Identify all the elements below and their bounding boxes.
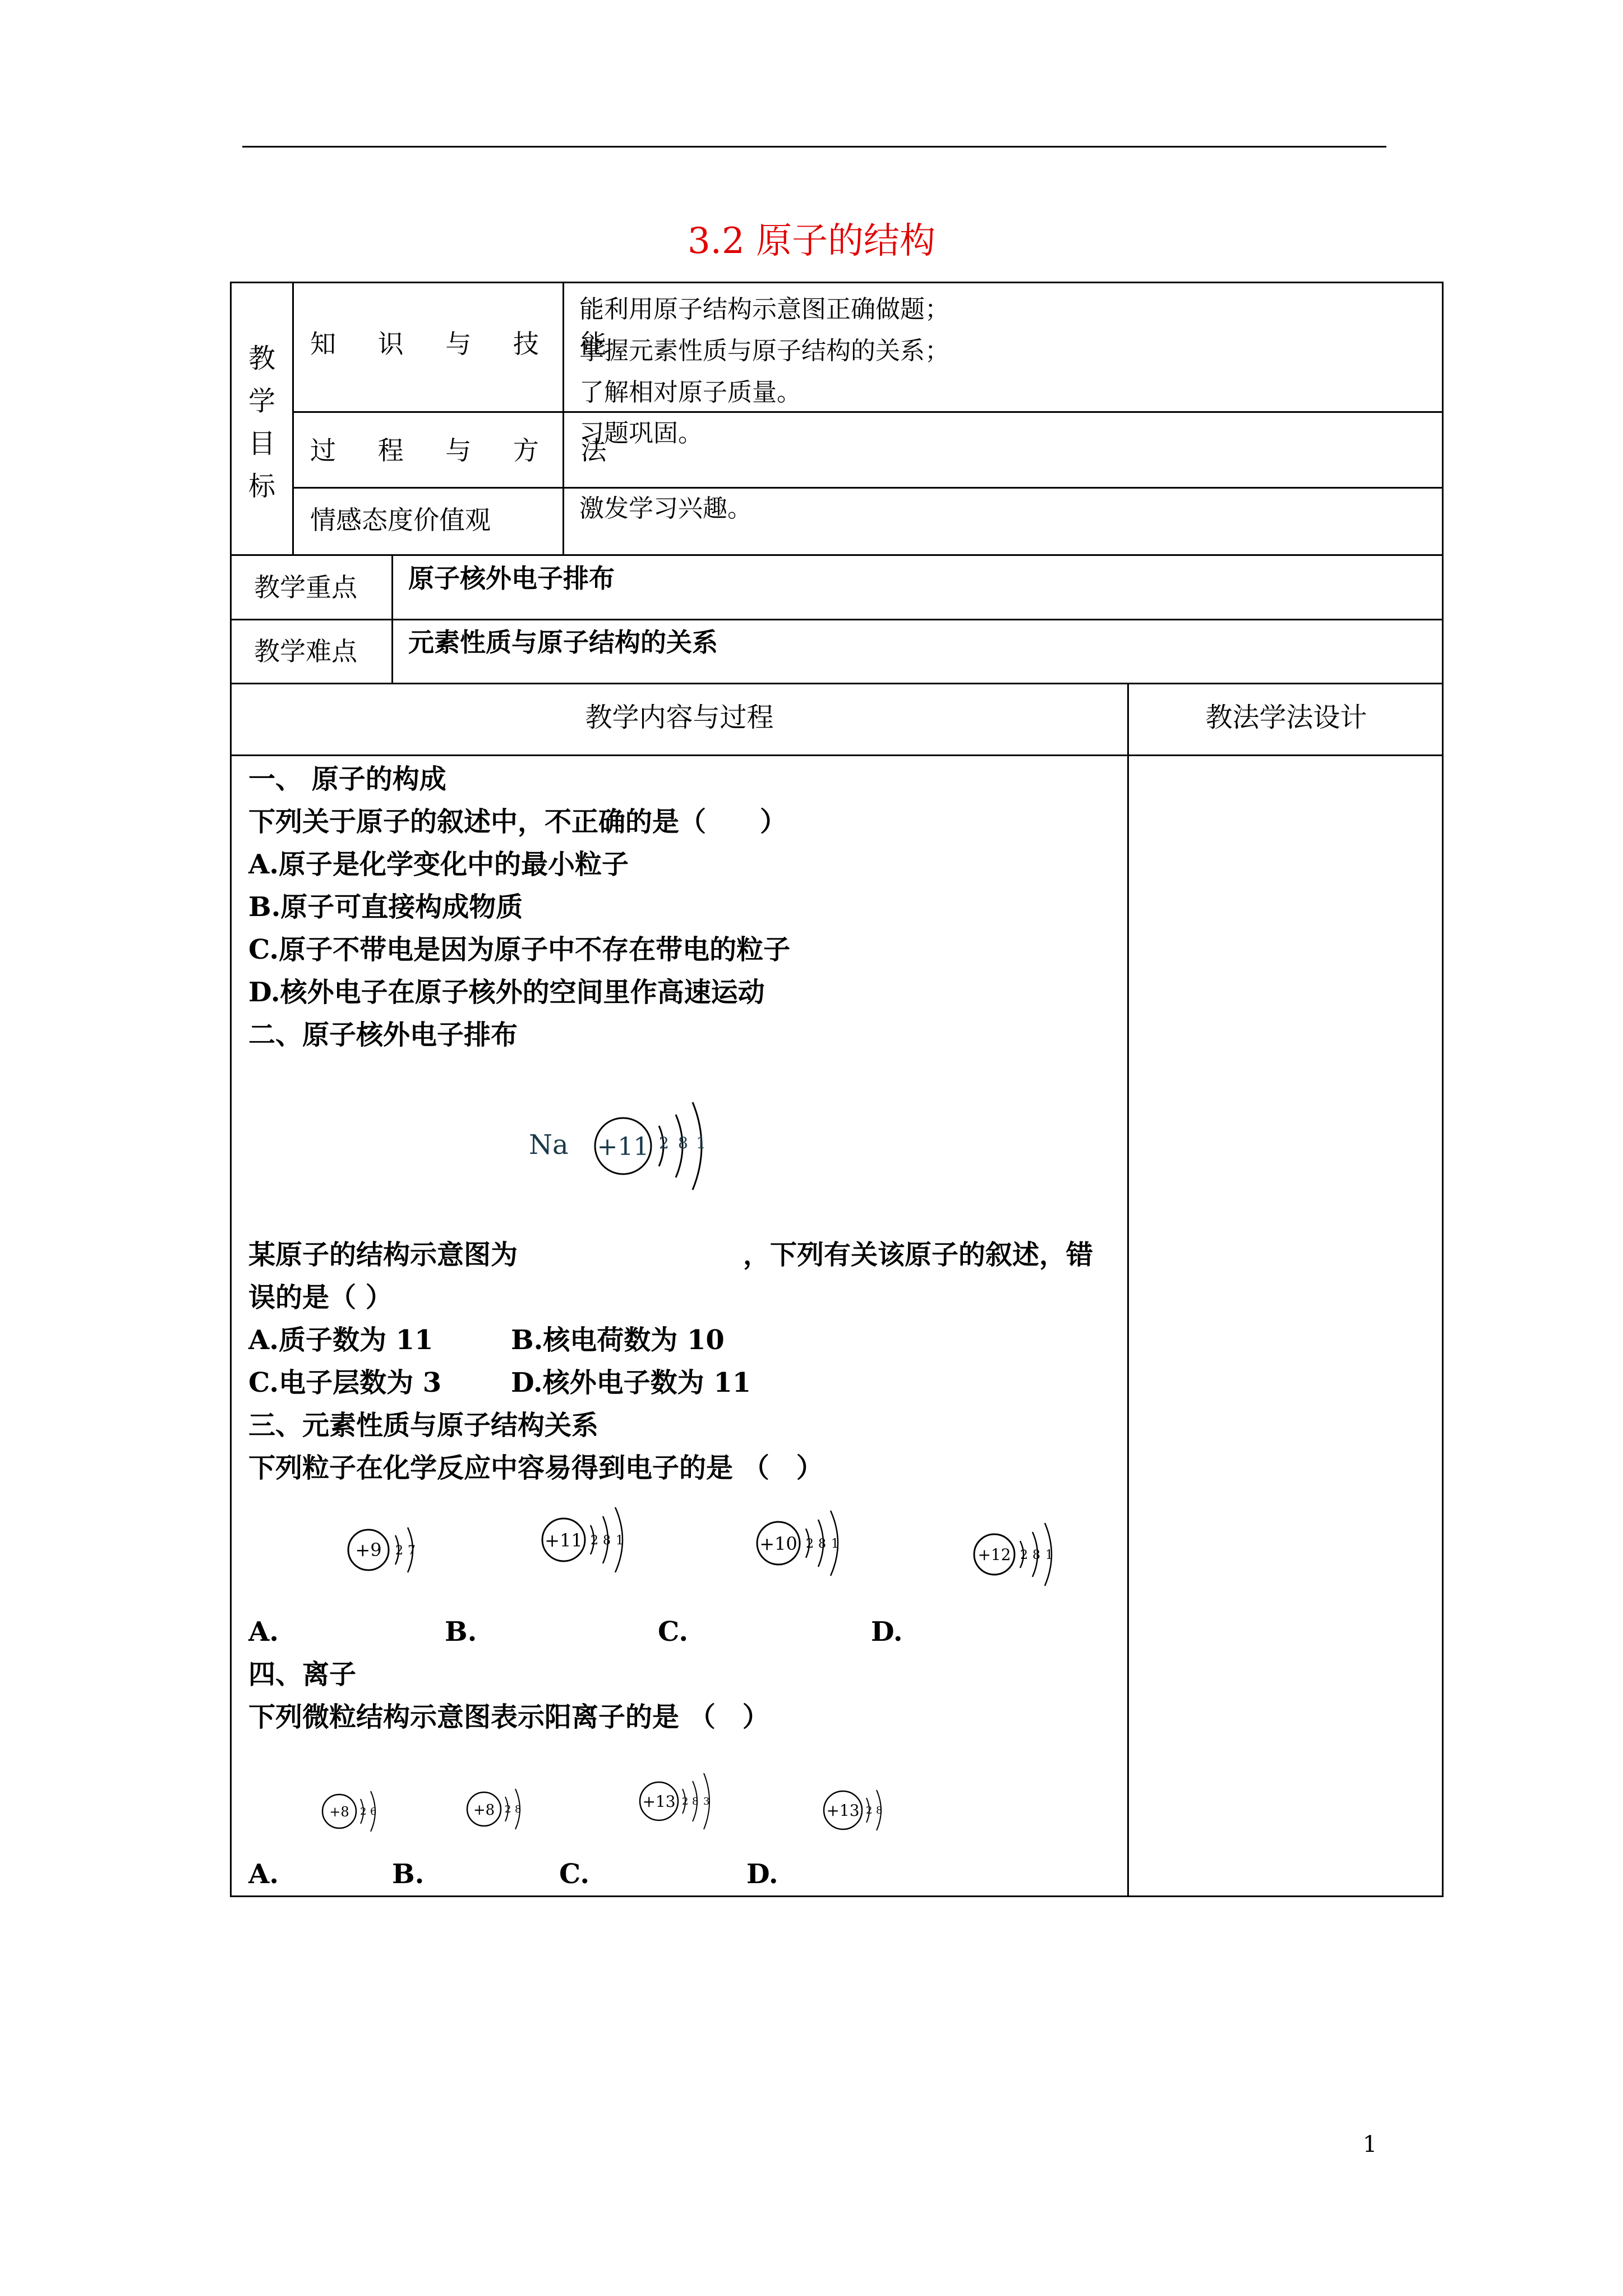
question-3: 下列粒子在化学反应中容易得到电子的是 （ ） xyxy=(248,1452,823,1484)
section-3-heading: 三、元素性质与原子结构关系 xyxy=(248,1410,599,1441)
section-2-heading: 二、原子核外电子排布 xyxy=(248,1019,518,1051)
nucleus-charge: +13 xyxy=(826,1801,860,1820)
objective-name-3: 情感态度价值观 xyxy=(310,505,491,535)
shell-count: 8 xyxy=(876,1805,883,1816)
nucleus-charge: +8 xyxy=(473,1802,495,1819)
rule-h2 xyxy=(292,487,1444,489)
objective-item: 了解相对原子质量。 xyxy=(579,378,801,407)
question-4-label-a: A. xyxy=(248,1858,279,1890)
page-title: 3.2 原子的结构 xyxy=(687,220,936,262)
shell-count: 1 xyxy=(696,1134,706,1152)
shell-count: 8 xyxy=(515,1803,522,1815)
shell-count: 2 xyxy=(360,1806,367,1818)
rule-h3 xyxy=(232,554,1444,556)
nucleus-charge: +13 xyxy=(642,1792,676,1811)
question-1: 下列关于原子的叙述中，不正确的是（ ） xyxy=(248,806,787,838)
shell-count: 2 xyxy=(1020,1548,1028,1562)
question-2-option-d: D.核外电子数为 11 xyxy=(511,1367,751,1398)
shell-count: 6 xyxy=(370,1806,377,1818)
page-number: 1 xyxy=(1363,2132,1377,2157)
column-header-content: 教学内容与过程 xyxy=(585,702,774,733)
ion-diagram-d xyxy=(824,1790,882,1830)
shell-count: 8 xyxy=(1032,1548,1040,1562)
nucleus-charge: +12 xyxy=(978,1545,1011,1564)
objective-item: 能利用原子结构示意图正确做题； xyxy=(579,295,949,324)
objectives-label xyxy=(245,337,279,508)
nucleus-charge: +11 xyxy=(545,1530,583,1551)
shell-count: 2 xyxy=(591,1534,598,1548)
question-2-option-b: B.核电荷数为 10 xyxy=(511,1324,725,1356)
question-2-option-a: A.质子数为 11 xyxy=(248,1324,434,1356)
atom-diagram-a xyxy=(348,1527,416,1572)
objectives-label-text: 教学目标 xyxy=(248,343,276,502)
key-point-value: 原子核外电子排布 xyxy=(408,563,615,593)
column-header-method: 教法学法设计 xyxy=(1205,702,1367,733)
question-2-line-1a: 某原子的结构示意图为 xyxy=(248,1239,518,1271)
shell-count: 2 xyxy=(505,1803,511,1815)
question-1-option-b: B.原子可直接构成物质 xyxy=(248,891,523,923)
nucleus-charge: +8 xyxy=(329,1804,349,1820)
ion-diagram-a xyxy=(322,1791,376,1832)
difficulty-label: 教学难点 xyxy=(254,636,357,666)
shell-count: 3 xyxy=(703,1796,710,1807)
shell-count: 1 xyxy=(1045,1548,1053,1562)
shell-count: 8 xyxy=(818,1537,826,1551)
question-4: 下列微粒结构示意图表示阳离子的是 （ ） xyxy=(248,1701,769,1733)
element-symbol: Na xyxy=(529,1129,569,1161)
shell-count: 2 xyxy=(682,1796,689,1807)
question-2-line-1b: ，下列有关该原子的叙述，错 xyxy=(743,1239,1094,1271)
objective-item-3: 激发学习兴趣。 xyxy=(579,494,752,523)
shell-count: 8 xyxy=(692,1796,699,1807)
section-4-heading: 四、离子 xyxy=(248,1659,357,1690)
rule-v1 xyxy=(292,283,294,554)
objective-items-1 xyxy=(579,289,949,413)
question-2-option-c: C.电子层数为 3 xyxy=(248,1367,442,1398)
question-2-line-2: 误的是（ ） xyxy=(248,1282,393,1313)
question-3-label-a: A. xyxy=(248,1616,279,1648)
nucleus-charge: +10 xyxy=(759,1533,797,1554)
rule-h5 xyxy=(232,683,1444,684)
question-1-option-d: D.核外电子在原子核外的空间里作高速运动 xyxy=(248,977,765,1008)
objective-name-1: 知 识 与 技 能 xyxy=(310,329,624,359)
question-4-label-b: B. xyxy=(392,1858,425,1890)
question-3-label-c: C. xyxy=(658,1616,689,1648)
shell-count: 8 xyxy=(603,1534,611,1548)
header-rule xyxy=(242,146,1386,148)
section-1-heading: 一、 原子的构成 xyxy=(248,763,446,795)
question-1-option-a: A.原子是化学变化中的最小粒子 xyxy=(248,849,629,880)
rule-h6 xyxy=(232,754,1444,756)
rule-v2 xyxy=(562,283,564,554)
shell-count: 1 xyxy=(616,1534,624,1548)
question-4-label-c: C. xyxy=(559,1858,590,1890)
question-3-diagrams xyxy=(333,1496,1118,1597)
rule-v3 xyxy=(391,554,393,683)
question-3-label-b: B. xyxy=(445,1616,477,1648)
shell-count: 2 xyxy=(659,1134,669,1152)
atom-diagram-d xyxy=(974,1523,1053,1586)
ion-diagram-c xyxy=(640,1773,709,1829)
lesson-plan-table xyxy=(230,282,1444,1897)
shell-count: 2 xyxy=(866,1805,873,1816)
question-3-label-d: D. xyxy=(871,1616,903,1648)
objective-item-2: 习题巩固。 xyxy=(579,419,703,448)
difficulty-value: 元素性质与原子结构的关系 xyxy=(408,627,718,657)
objective-item: 掌握元素性质与原子结构的关系； xyxy=(579,337,949,365)
objective-name-2: 过 程 与 方 法 xyxy=(310,435,624,466)
shell-count: 2 xyxy=(806,1537,814,1551)
shell-count: 8 xyxy=(678,1134,688,1152)
shell-count: 7 xyxy=(408,1544,416,1558)
shell-count: 1 xyxy=(831,1537,839,1551)
ion-diagram-b xyxy=(467,1789,521,1829)
key-point-label: 教学重点 xyxy=(254,572,357,602)
rule-h4 xyxy=(232,619,1444,620)
question-4-diagrams xyxy=(305,1770,1034,1848)
atom-diagram-c xyxy=(757,1511,839,1576)
nucleus-charge: +9 xyxy=(355,1539,382,1561)
rule-v4 xyxy=(1127,683,1129,1897)
nucleus-charge: +11 xyxy=(597,1133,649,1161)
shell-count: 2 xyxy=(395,1544,403,1558)
question-1-option-c: C.原子不带电是因为原子中不存在带电的粒子 xyxy=(248,934,791,965)
sodium-atom-diagram xyxy=(529,1080,720,1214)
question-4-label-d: D. xyxy=(746,1858,778,1890)
atom-diagram-b xyxy=(542,1507,624,1572)
